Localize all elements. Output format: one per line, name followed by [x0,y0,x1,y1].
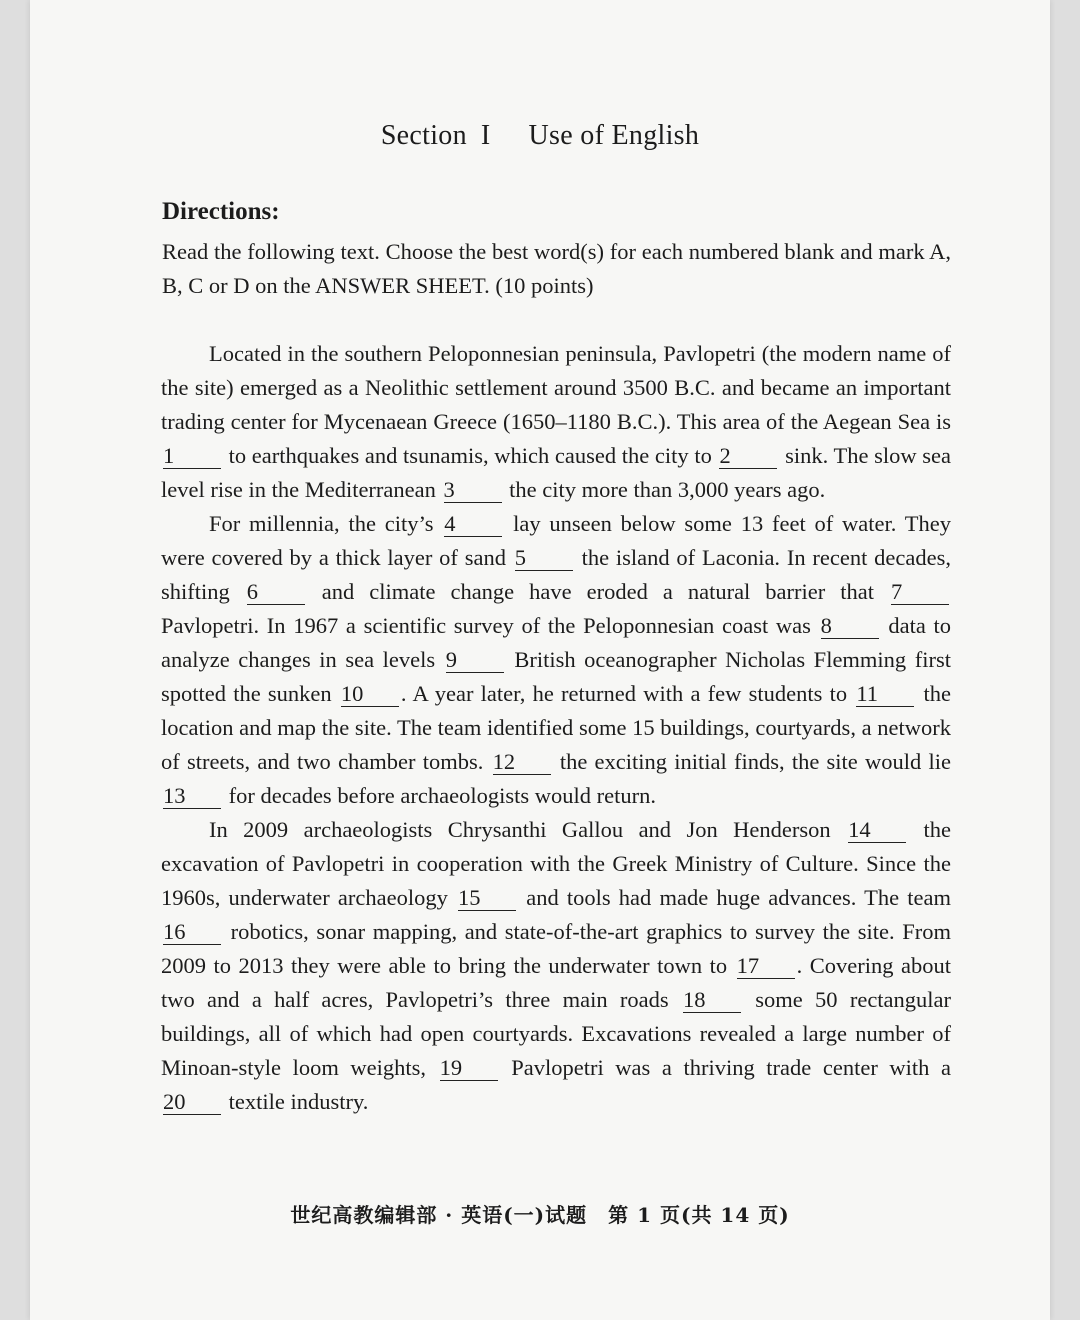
blank-15: 15 [458,886,516,911]
paragraph-2: For millennia, the city’s 4 lay unseen below some 13 feet of water. They were covered by a thick layer of sand 5 the island of Laconia. In recent decades, shifting 6 and climate change have eroded a natural barrier that 7 Pavlopetri. In 1967 a scientific survey of the Peloponnesian coast was 8 data to analyze changes in sea levels 9 British oceanographer Nicholas Flemming first spotted the sunken 10 . A year later, he returned with a few students to 11 the location and map the site. The team identified some 15 buildings, courtyards, a network of streets, and two chamber tombs. 12 the exciting initial finds, the site would lie 13 for decades before archaeologists would return. [161,511,952,808]
blank-11: 11 [856,682,914,707]
paragraph-3: In 2009 archaeologists Chrysanthi Gallou and Jon Henderson 14 the excavation of Pavlopetri in cooperation with the Greek Ministry of Culture. Since the 1960s, underwater archaeology 15 and tools had made huge advances. The team 16 robotics, sonar mapping, and state-of-the-art graphics to survey the site. From 2009 to 2013 they were able to bring the underwater town to 17 . Covering about two and a half acres, Pavlopetri’s three main roads 18 some 50 rectangular buildings, all of which had open courtyards. Excavations revealed a large number of Minoan-style loom weights, 19 Pavlopetri was a thriving trade center with a 20 textile industry. [161,817,952,1114]
blank-7: 7 [891,580,949,605]
blank-19: 19 [440,1056,498,1081]
blank-13: 13 [163,784,221,809]
section-name: Use of English [528,120,700,151]
blank-2: 2 [719,444,777,469]
blank-3: 3 [444,478,502,503]
blank-5: 5 [515,546,573,571]
blank-17: 17 [737,954,795,979]
page-footer: 世纪高教编辑部 · 英语(一)试题 第 1 页(共 14 页) [290,1203,790,1227]
blank-18: 18 [683,988,741,1013]
blank-10: 10 [341,682,399,707]
blank-4: 4 [444,512,502,537]
blank-16: 16 [163,920,221,945]
directions-text: Read the following text. Choose the best word(s) for each numbered blank and mark A, B, C or D on the ANSWER SHEET. (10 points) [162,239,951,298]
blank-14: 14 [848,818,906,843]
section-prefix: Section [380,120,467,151]
blank-9: 9 [446,648,504,673]
section-title [0,120,1080,152]
blank-8: 8 [821,614,879,639]
paragraph-1: Located in the southern Peloponnesian peninsula, Pavlopetri (the modern name of the site) emerged as a Neolithic settlement around 3500 B.C. and became an important trading center for Mycenaean Greece (1650–1180 B.C.). This area of the Aegean Sea is 1 to earthquakes and tsunamis, which caused the city to 2 sink. The slow sea level rise in the Mediterranean 3 the city more than 3,000 years ago. [161,341,952,502]
section-numeral: I [480,120,491,151]
blank-1: 1 [163,444,221,469]
directions-label: Directions: [162,198,280,225]
passage [161,337,951,1119]
blank-12: 12 [493,750,551,775]
blank-20: 20 [163,1090,221,1115]
blank-6: 6 [247,580,305,605]
